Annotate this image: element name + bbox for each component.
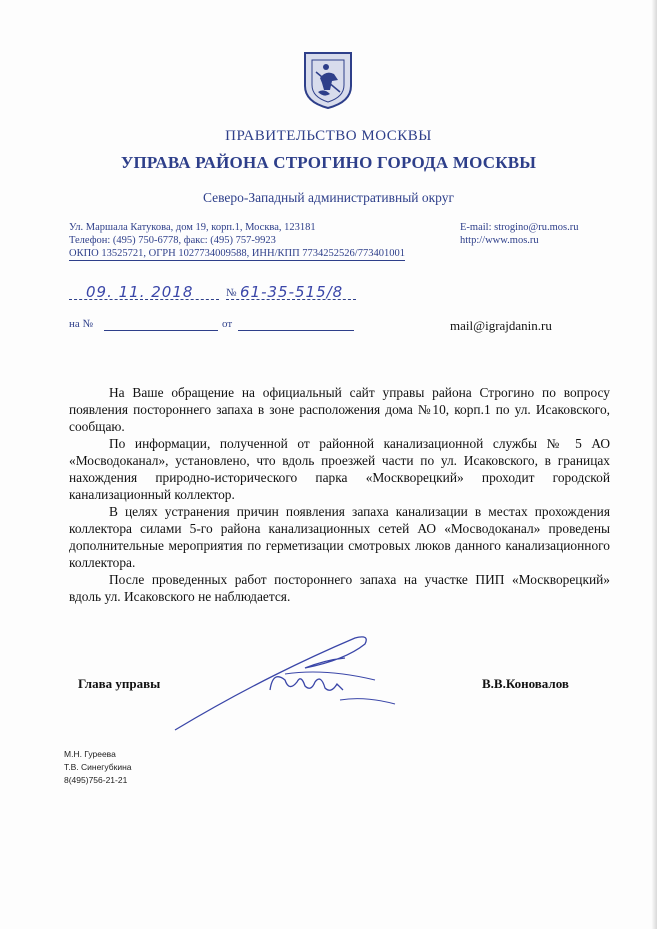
phone-fax: Телефон: (495) 750-6778, факс: (495) 757-9923 (69, 235, 276, 246)
outgoing-date: 09. 11. 2018 (86, 283, 194, 301)
moscow-coat-of-arms-icon (302, 50, 354, 110)
scan-edge (651, 0, 657, 929)
district-title: Северо-Западный административный округ (202, 190, 455, 205)
registry-codes: ОКПО 13525721, ОГРН 1027734009588, ИНН/КПП 7734252526/773401001 (69, 248, 405, 259)
signatory-title: Глава управы (78, 676, 161, 691)
online-contacts (460, 221, 578, 247)
reference-number-line (104, 330, 218, 331)
reference-number-label: на № (69, 318, 94, 330)
number-prefix: № (226, 287, 237, 299)
executor-phone: 8(495)756-21-21 (64, 775, 128, 785)
handwritten-signature (165, 630, 425, 740)
letter-body (69, 384, 610, 605)
address-block (69, 221, 405, 261)
government-title: ПРАВИТЕЛЬСТВО МОСКВЫ (225, 128, 432, 144)
recipient-email: mail@igrajdanin.ru (450, 318, 552, 333)
executor-2: Т.В. Синегубкина (64, 762, 132, 772)
address: Ул. Маршала Катукова, дом 19, корп.1, Москва, 123181 (69, 222, 316, 233)
executors-block (64, 748, 132, 787)
body-paragraph-3: В целях устранения причин появления запаха канализации в местах прохождения коллектора силами 5-го района канализационных сетей АО «Мосводоканал» проведены дополнительные мероприятия по герметизации смотровых люков данного канализационного коллектора. (69, 504, 610, 570)
body-paragraph-2: По информации, полученной от районной канализационной службы № 5 АО «Мосводоканал», установлено, что вдоль проезжей части по ул. Исаковского, в границах нахождения природно-исторического парка «Москворецкий» проходит городской канализационный коллектор. (69, 436, 610, 502)
number-underline (226, 299, 356, 300)
body-paragraph-1: На Ваше обращение на официальный сайт управы района Строгино по вопросу появления постороннего запаха в зоне расположения дома №10, корп.1 по ул. Исаковского, сообщаю. (69, 385, 610, 434)
body-paragraph-4: После проведенных работ постороннего запаха на участке ПИП «Москворецкий» вдоль ул. Исаковского не наблюдается. (69, 572, 610, 604)
email-address[interactable]: E-mail: strogino@ru.mos.ru (460, 222, 579, 233)
signatory-name: В.В.Коновалов (482, 676, 569, 691)
website-link[interactable]: http://www.mos.ru (460, 235, 539, 246)
reference-from-label: от (222, 318, 233, 330)
outgoing-number: 61-35-515/8 (240, 283, 344, 301)
executor-1: М.Н. Гуреева (64, 749, 116, 759)
council-title: УПРАВА РАЙОНА СТРОГИНО ГОРОДА МОСКВЫ (120, 153, 537, 172)
date-underline (69, 299, 219, 300)
reference-from-line (238, 330, 354, 331)
